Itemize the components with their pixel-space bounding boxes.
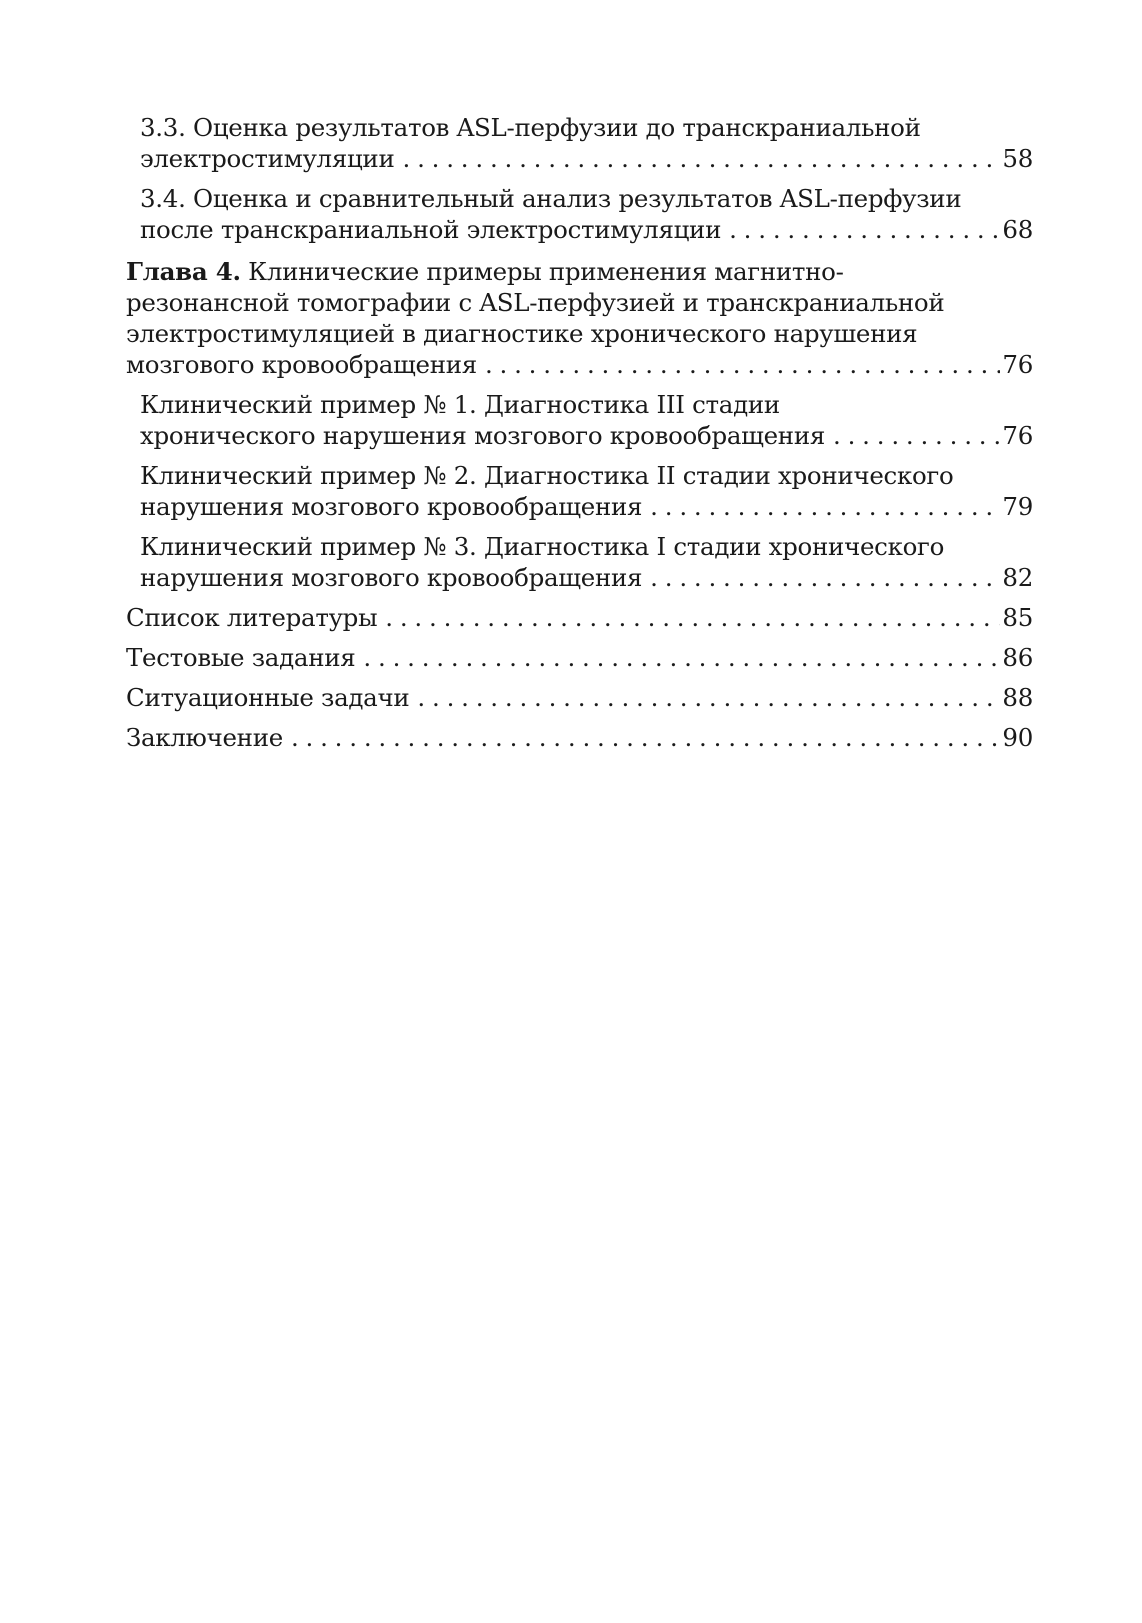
dot-leader [417,682,1000,713]
toc-entry-title-line: мозгового кровообращения [126,350,477,379]
toc-entry-title-line [126,256,1033,287]
page-number: 90 [1002,723,1033,752]
toc-entry-clinical-example-3[interactable] [126,531,1033,593]
toc-entry-title-line: электростимуляцией в диагностике хронического нарушения [126,319,918,348]
toc-entry-3-3[interactable] [126,112,1033,174]
page-number: 58 [1002,144,1033,173]
toc-entry-title-line: хронического нарушения мозгового кровообращения [140,421,826,450]
toc-entry-situational-tasks[interactable] [126,682,1033,713]
toc-entry-title-line: электростимуляции [140,144,395,173]
toc-entry-title-line: нарушения мозгового кровообращения [140,492,643,521]
dot-leader [729,214,1000,245]
dot-leader [833,420,1000,451]
toc-entry-title-line: 3.4. Оценка и сравнительный анализ результатов ASL-перфузии [140,184,962,213]
dot-leader [403,143,1001,174]
dot-leader [385,602,1000,633]
page-number: 86 [1002,643,1033,672]
page-number: 88 [1002,683,1033,712]
toc-entry-references[interactable] [126,602,1033,633]
page-number: 79 [1002,492,1033,521]
toc-entry-title-line: Список литературы [126,603,378,632]
toc-entry-title-line: нарушения мозгового кровообращения [140,563,643,592]
toc-entry-title-line: Клинический пример № 1. Диагностика III стадии [140,390,780,419]
toc-entry-3-4[interactable] [126,183,1033,245]
chapter-label: Глава 4. [126,257,241,286]
toc-entry-title-line: Ситуационные задачи [126,683,410,712]
chapter-title-start: Клинические примеры применения магнитно- [240,257,844,286]
page-number: 76 [1002,350,1033,379]
dot-leader [291,722,1000,753]
page-number: 76 [1002,421,1033,450]
dot-leader [650,562,1000,593]
toc-entry-title-line: после транскраниальной электростимуляции [140,215,722,244]
dot-leader [363,642,1000,673]
toc-entry-conclusion[interactable] [126,722,1033,753]
page-number: 68 [1002,215,1033,244]
toc-entry-title-line: Клинический пример № 2. Диагностика II стадии хронического [140,461,954,490]
page-number: 85 [1002,603,1033,632]
toc-entry-test-tasks[interactable] [126,642,1033,673]
toc-entry-chapter-4[interactable] [126,256,1033,380]
toc-entry-title-line: 3.3. Оценка результатов ASL-перфузии до транскраниальной [140,113,921,142]
toc-entry-title-line: Заключение [126,723,283,752]
toc-entry-title-line: резонансной томографии с ASL-перфузией и транскраниальной [126,288,945,317]
toc-entry-clinical-example-1[interactable] [126,389,1033,451]
dot-leader [485,349,1000,380]
dot-leader [650,491,1000,522]
toc-entry-clinical-example-2[interactable] [126,460,1033,522]
table-of-contents [126,112,1033,753]
toc-entry-title-line: Клинический пример № 3. Диагностика I стадии хронического [140,532,945,561]
page-number: 82 [1002,563,1033,592]
toc-entry-title-line: Тестовые задания [126,643,356,672]
